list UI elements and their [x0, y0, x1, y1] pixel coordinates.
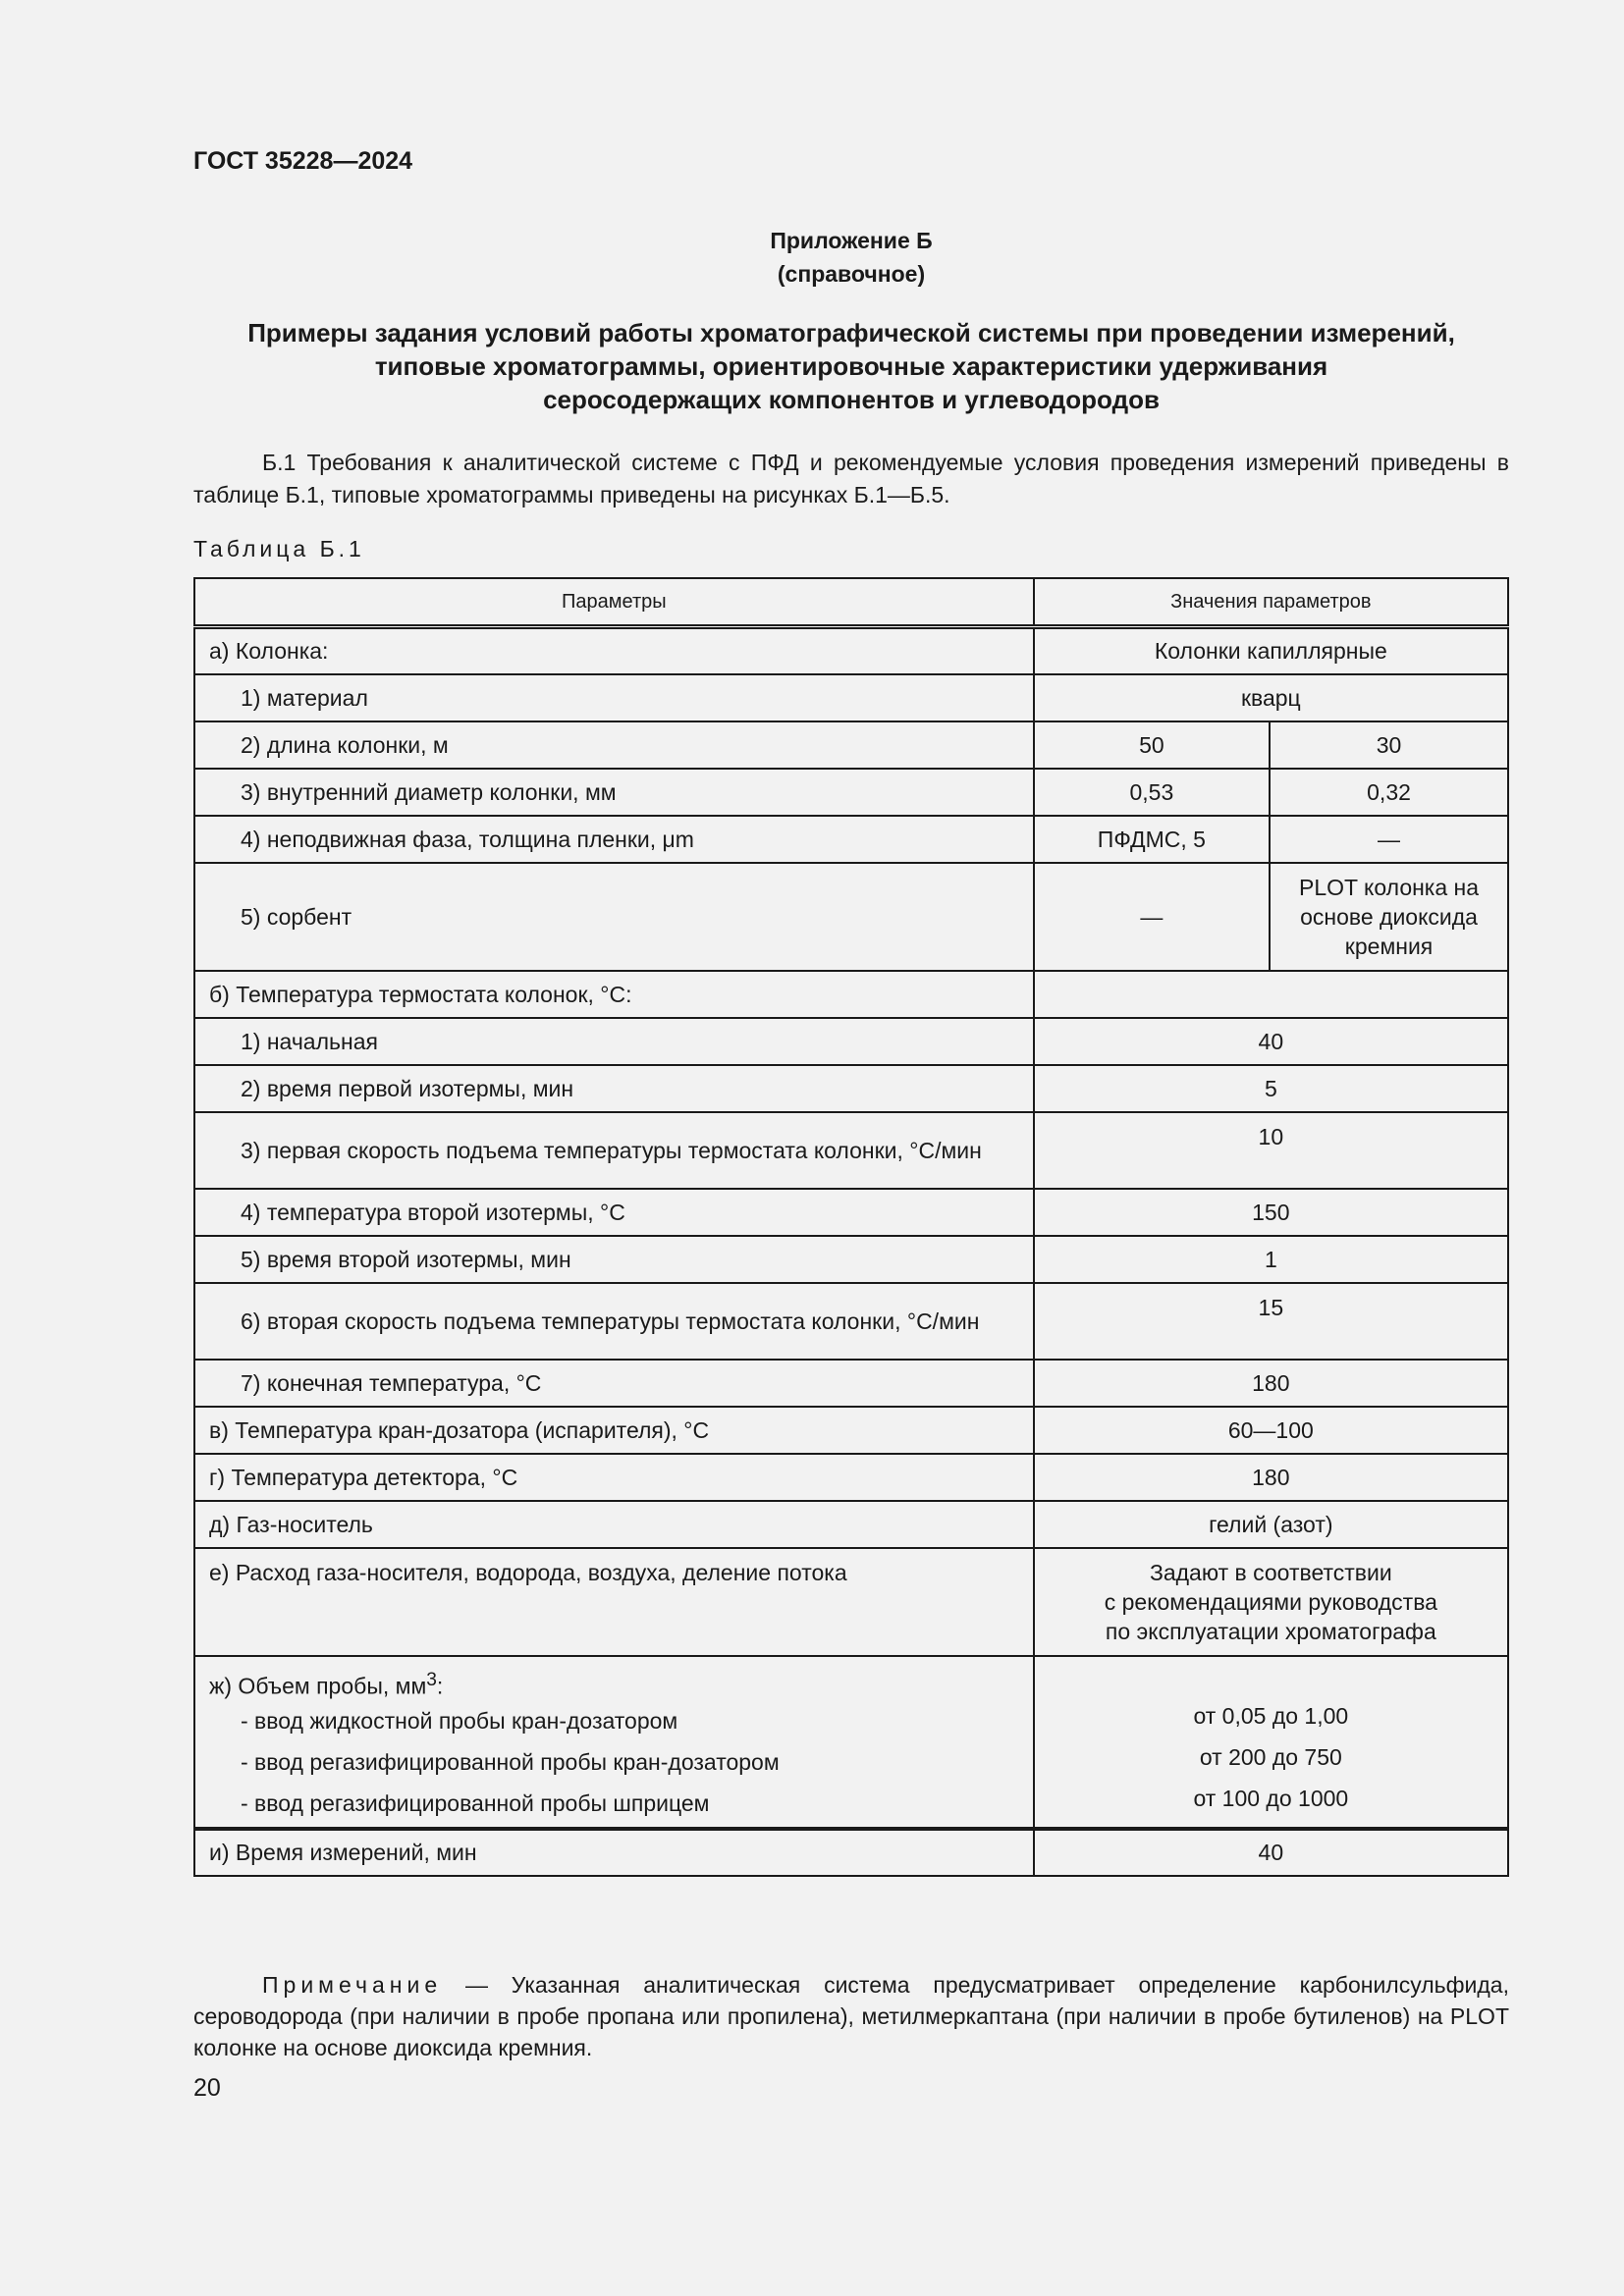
param-cell: 5) сорбент	[194, 863, 1034, 971]
table-row	[194, 1501, 1508, 1548]
param-cell: 2) время первой изотермы, мин	[194, 1065, 1034, 1112]
param-cell: 1) начальная	[194, 1018, 1034, 1065]
value-cell: —	[1270, 816, 1508, 863]
sample-volume-value: от 200 до 750	[1199, 1743, 1342, 1770]
sample-volume-value: от 100 до 1000	[1193, 1785, 1349, 1811]
value-cell: 15	[1034, 1283, 1508, 1360]
value-cell: 180	[1034, 1454, 1508, 1501]
table-row	[194, 1283, 1508, 1360]
value-cell: ПФДМС, 5	[1034, 816, 1270, 863]
note-label: Примечание	[262, 1972, 443, 1998]
sample-method: - ввод регазифицированной пробы кран-дозатором	[241, 1749, 780, 1776]
param-cell: 7) конечная температура, °С	[194, 1360, 1034, 1407]
sample-volume-text: ж) Объем пробы, мм	[209, 1673, 427, 1699]
title-line: типовые хроматограммы, ориентировочные характеристики удерживания	[374, 351, 1328, 381]
value-cell	[1034, 971, 1508, 1018]
table-row	[194, 1656, 1508, 1829]
table-row	[194, 1189, 1508, 1236]
param-cell: 1) материал	[194, 674, 1034, 721]
value-cell: 180	[1034, 1360, 1508, 1407]
table-row	[194, 1065, 1508, 1112]
title-line: серосодержащих компонентов и углеводородов	[543, 385, 1160, 414]
table-row	[194, 1236, 1508, 1283]
param-cell: 5) время второй изотермы, мин	[194, 1236, 1034, 1283]
table-row	[194, 1829, 1508, 1876]
param-cell: е) Расход газа-носителя, водорода, воздуха, деление потока	[194, 1548, 1034, 1656]
parameters-table	[193, 577, 1509, 1877]
value-cell: 1	[1034, 1236, 1508, 1283]
appendix-subtitle: (справочное)	[777, 261, 926, 287]
table-row	[194, 1018, 1508, 1065]
appendix-title: Приложение Б	[770, 228, 933, 253]
appendix-main-title	[193, 316, 1509, 416]
value-cell	[1034, 1656, 1508, 1829]
param-cell: д) Газ-носитель	[194, 1501, 1034, 1548]
sample-volume-colon: :	[436, 1673, 444, 1699]
table-row	[194, 971, 1508, 1018]
param-cell: г) Температура детектора, °С	[194, 1454, 1034, 1501]
param-cell: в) Температура кран-дозатора (испарителя), °С	[194, 1407, 1034, 1454]
value-cell	[1034, 1548, 1508, 1656]
intro-paragraph: Б.1 Требования к аналитической системе с ПФД и рекомендуемые условия проведения измерений приведены в таблице Б.1, типовые хроматограммы приведены на рисунках Б.1—Б.5.	[193, 450, 1509, 507]
table-row	[194, 816, 1508, 863]
param-cell: и) Время измерений, мин	[194, 1829, 1034, 1876]
table-row	[194, 721, 1508, 769]
value-cell: 150	[1034, 1189, 1508, 1236]
value-cell: 30	[1270, 721, 1508, 769]
table-row	[194, 863, 1508, 971]
title-line: Примеры задания условий работы хроматографической системы при проведении измерений,	[247, 318, 1455, 347]
value-line: по эксплуатации хроматографа	[1105, 1618, 1436, 1644]
table-row	[194, 1407, 1508, 1454]
standard-id: ГОСТ 35228—2024	[193, 147, 413, 175]
header-values: Значения параметров	[1034, 578, 1508, 627]
table-row	[194, 627, 1508, 674]
sample-volume-value: от 0,05 до 1,00	[1193, 1702, 1349, 1729]
sample-volume-values	[1049, 1695, 1493, 1819]
value-cell: 50	[1034, 721, 1270, 769]
param-cell	[194, 1656, 1034, 1829]
value-cell: PLOT колонка на основе диоксида кремния	[1270, 863, 1508, 971]
table-row	[194, 674, 1508, 721]
table-row	[194, 1360, 1508, 1407]
note-text: — Указанная аналитическая система предусматривает определение карбонилсульфида, сероводорода (при наличии в пробе пропана или пропилена), метилмеркаптана (при наличии в пробе бутиленов) на PLOT колонке на основе диоксида кремния.	[193, 1972, 1509, 2060]
param-cell: 3) первая скорость подъема температуры термостата колонки, °С/мин	[194, 1112, 1034, 1189]
value-cell: 40	[1034, 1018, 1508, 1065]
value-cell: гелий (азот)	[1034, 1501, 1508, 1548]
value-cell: 10	[1034, 1112, 1508, 1189]
page-number: 20	[193, 2074, 221, 2102]
param-cell: 2) длина колонки, м	[194, 721, 1034, 769]
value-cell: 0,53	[1034, 769, 1270, 816]
header-params: Параметры	[194, 578, 1034, 627]
value-cell: —	[1034, 863, 1270, 971]
sample-method-list	[209, 1700, 1019, 1824]
sample-volume-label	[209, 1666, 1019, 1701]
table-row	[194, 769, 1508, 816]
value-cell: 60—100	[1034, 1407, 1508, 1454]
table-label: Таблица Б.1	[193, 536, 365, 561]
table-row	[194, 1548, 1508, 1656]
appendix-heading	[193, 224, 1509, 291]
table-row	[194, 1112, 1508, 1189]
param-cell: 4) неподвижная фаза, толщина пленки, μm	[194, 816, 1034, 863]
value-line: Задают в соответствии	[1149, 1559, 1392, 1585]
value-cell: кварц	[1034, 674, 1508, 721]
sample-method: - ввод жидкостной пробы кран-дозатором	[241, 1708, 678, 1735]
value-line: с рекомендациями руководства	[1104, 1588, 1437, 1615]
value-cell: Колонки капиллярные	[1034, 627, 1508, 674]
param-cell: 3) внутренний диаметр колонки, мм	[194, 769, 1034, 816]
superscript: 3	[426, 1669, 437, 1690]
param-cell: 4) температура второй изотермы, °С	[194, 1189, 1034, 1236]
table-note	[193, 1969, 1509, 2063]
value-cell: 0,32	[1270, 769, 1508, 816]
value-cell: 40	[1034, 1829, 1508, 1876]
param-cell: б) Температура термостата колонок, °С:	[194, 971, 1034, 1018]
param-cell: 6) вторая скорость подъема температуры термостата колонки, °С/мин	[194, 1283, 1034, 1360]
sample-method: - ввод регазифицированной пробы шприцем	[241, 1790, 710, 1817]
param-cell: а) Колонка:	[194, 627, 1034, 674]
value-cell: 5	[1034, 1065, 1508, 1112]
table-row	[194, 1454, 1508, 1501]
table-header-row	[194, 578, 1508, 627]
